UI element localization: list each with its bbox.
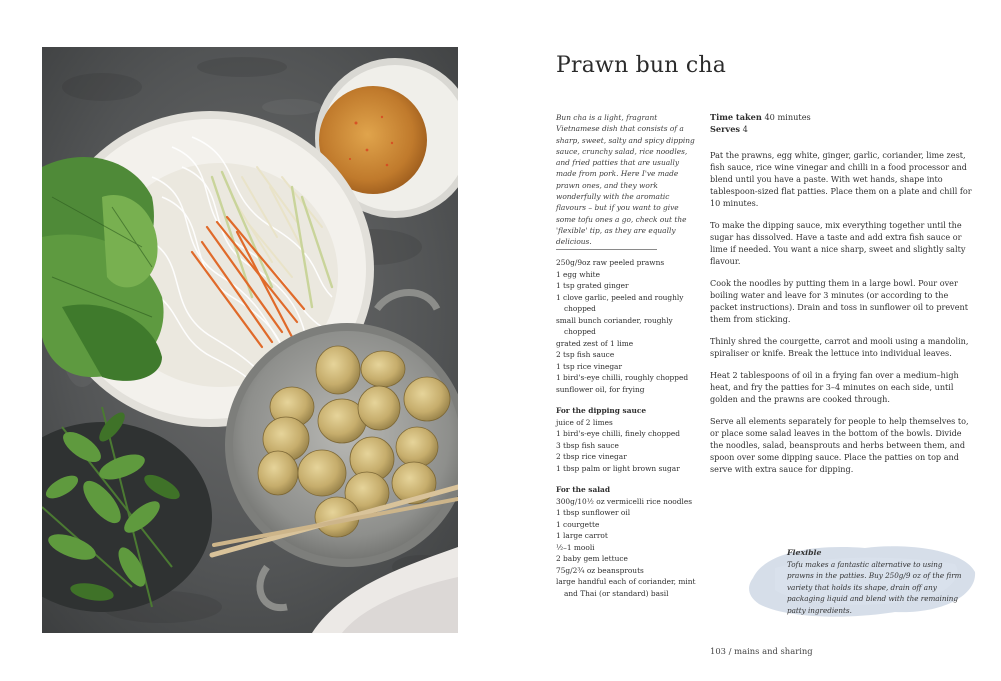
ingredient-item: 2 tsp fish sauce: [556, 350, 615, 359]
ingredient-item: 1 tsp grated ginger: [556, 281, 629, 290]
photo-illustration: [42, 47, 458, 633]
recipe-meta: [710, 111, 811, 135]
method-steps: [710, 149, 972, 485]
dipping-sauce-heading: For the dipping sauce: [556, 406, 647, 415]
ingredient-item: 1 courgette: [556, 519, 600, 529]
ingredient-item: 1 bird's-eye chilli, finely chopped: [556, 429, 680, 438]
ingredients-main: [556, 257, 706, 395]
page-folio: 103 / mains and sharing: [710, 646, 813, 656]
time-taken: [710, 111, 811, 123]
ingredient-item: 250g/9oz raw peeled prawns: [556, 258, 665, 267]
ingredient-item: grated zest of 1 lime: [556, 338, 634, 348]
ingredients-salad: [556, 496, 706, 600]
ingredient-item: small bunch coriander, roughly chopped: [556, 315, 673, 336]
flexible-heading: Flexible: [787, 548, 822, 557]
method-step: Pat the prawns, egg white, ginger, garlic, coriander, lime zest, fish sauce, rice wine vinegar and chilli in a food processor and blend until you have a paste. With wet hands, shape into tablespoon-sized flat patties. Place them on a plate and chill for 10 minutes.: [710, 150, 972, 208]
time-value: 40 minutes: [764, 112, 811, 122]
ingredient-item: 1 bird's-eye chilli, roughly chopped: [556, 373, 689, 382]
method-step: To make the dipping sauce, mix everything together until the sugar has dissolved. Have a taste and add extra fish sauce or lime if needed. You want a nice sharp, sweet and slightly salty flavour.: [710, 220, 966, 266]
ingredient-item: 1 tbsp palm or light brown sugar: [556, 463, 680, 473]
salad-heading: For the salad: [556, 485, 611, 494]
ingredient-item: 1 tsp rice vinegar: [556, 361, 622, 371]
ingredient-item: sunflower oil, for frying: [556, 384, 645, 394]
ingredient-item: juice of 2 limes: [556, 417, 613, 427]
method-step: Cook the noodles by putting them in a large bowl. Pour over boiling water and leave for 3 minutes (or according to the packet instructions). Drain and toss in sunflower oil to prevent them from sticking.: [710, 278, 968, 324]
flexible-text: Tofu makes a fantastic alternative to using prawns in the patties. Buy 250g/9 oz of the firm variety that holds its shape, drain off any packaging liquid and blend with the remaining patty ingredients.: [787, 559, 962, 615]
ingredient-item: 2 baby gem lettuce: [556, 554, 628, 563]
method-step: Thinly shred the courgette, carrot and mooli using a mandolin, spiraliser or knife. Break the lettuce into individual leaves.: [710, 336, 969, 358]
recipe-title: Prawn bun cha: [556, 52, 727, 78]
ingredients-dipping: [556, 417, 706, 475]
time-label: Time taken: [710, 112, 762, 122]
serves-value: 4: [742, 124, 748, 134]
ingredient-item: ½–1 mooli: [556, 542, 595, 552]
ingredient-item: 300g/10½ oz vermicelli rice noodles: [556, 496, 693, 506]
recipe-intro: Bun cha is a light, fragrant Vietnamese dish that consists of a sharp, sweet, salty and spicy dipping sauce, crunchy salad, rice noodles, and fried patties that are usually made from pork. Here I've made prawn ones, and they work wonderfully with the aromatic flavours – but if you want to give some tofu ones a go, check out the 'flexible' tip, as they are equally delicious.: [556, 113, 695, 247]
flexible-tip: [787, 547, 969, 617]
ingredient-item: 1 tbsp sunflower oil: [556, 508, 631, 517]
ingredient-item: 1 large carrot: [556, 531, 608, 540]
ingredient-item: 1 egg white: [556, 269, 601, 279]
lettuce-leaves: [42, 157, 164, 381]
recipe-photo: [42, 47, 458, 633]
method-step: Heat 2 tablespoons of oil in a frying fan over a medium–high heat, and fry the patties for 3–4 minutes on each side, until golden and the prawns are cooked through.: [710, 370, 959, 404]
divider: [556, 249, 657, 250]
ingredient-item: 75g/2¾ oz beansprouts: [556, 565, 644, 575]
serves-label: Serves: [710, 124, 741, 134]
ingredient-item: large handful each of coriander, mint and Thai (or standard) basil: [556, 577, 696, 598]
method-step: Serve all elements separately for people to help themselves to, or place some salad leaves in the bottom of the bowls. Divide the noodles, salad, beansprouts and herbs between them, and spoon over some dipping sauce. Place the patties on top and serve with extra sauce for dipping.: [710, 416, 969, 474]
serves: [710, 123, 811, 135]
ingredient-item: 1 clove garlic, peeled and roughly chopped: [556, 292, 684, 313]
ingredient-item: 3 tbsp fish sauce: [556, 440, 619, 450]
ingredients-list: [556, 257, 706, 599]
ingredient-item: 2 tbsp rice vinegar: [556, 452, 627, 461]
